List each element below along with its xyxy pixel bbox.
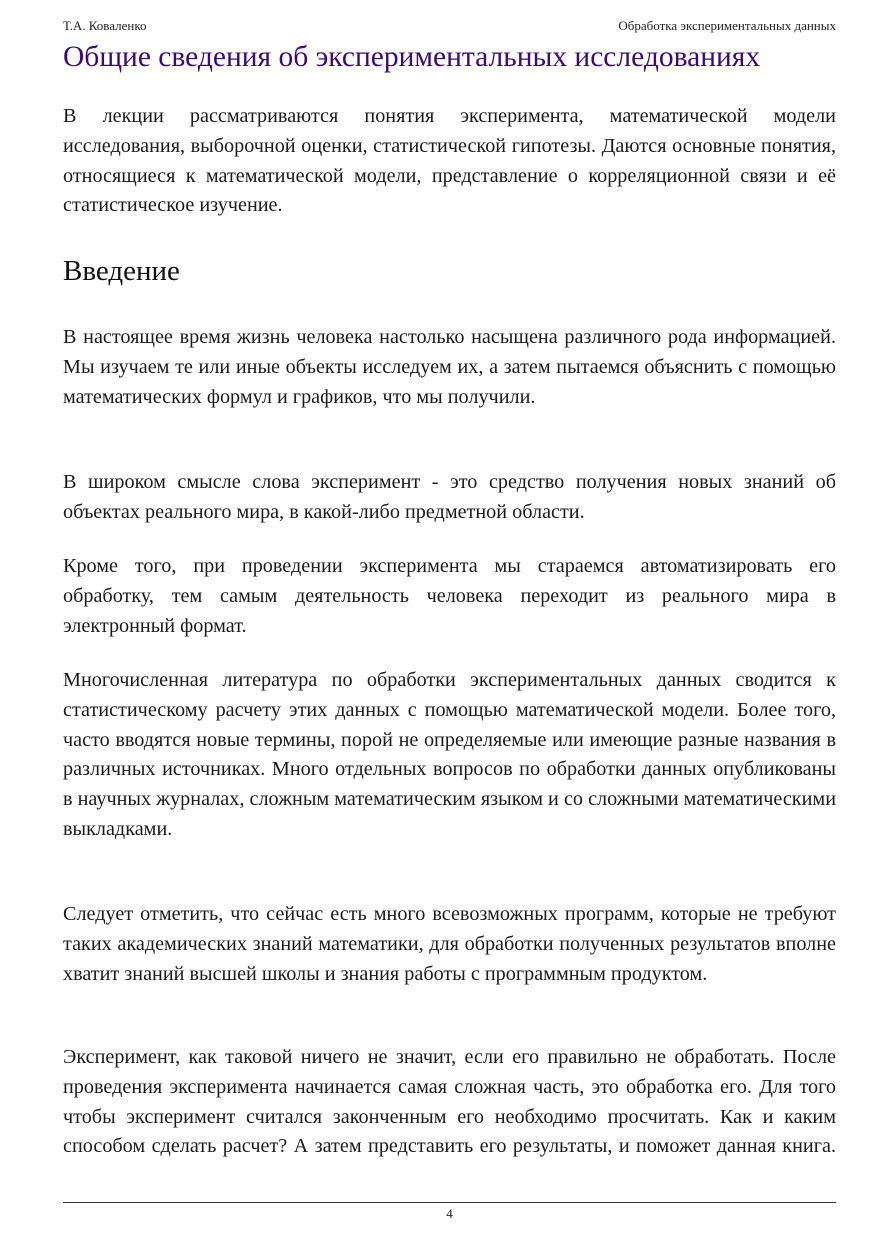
paragraph-4: Многочисленная литература по обработки экспериментальных данных сводится к статистическому расчету этих данных с помощью математической модели. Более того, часто вводятся новые термины, порой не определяемые или имеющие разные названия в различных источниках. Много отдельных вопросов по обработки данных опубликованы в научных журналах, сложным математическим языком и со сложными математическими выкладками. [63,669,836,840]
page-number: 4 [446,1206,453,1221]
footer-rule [63,1202,836,1203]
paragraph-2: В широком смысле слова эксперимент - это средство получения новых знаний об объектах реального мира, в какой-либо предметной области. [63,471,836,523]
paragraph-3: Кроме того, при проведении эксперимента мы стараемся автоматизировать его обработку, тем самым деятельность человека переходит из реального мира в электронный формат. [63,555,836,637]
paragraph-6: Эксперимент, как таковой ничего не значит, если его правильно не обработать. После проведения эксперимента начинается самая сложная часть, это обработка его. Для того чтобы эксперимент считался законченным его необходимо просчитать. Как и каким способом сделать расчет? А затем представить его результаты, и поможет данная книга. [63,1046,836,1158]
paragraph-1: В настоящее время жизнь человека настолько насыщена различного рода информацией. Мы изучаем те или иные объекты исследуем их, а затем пытаемся объяснить с помощью математических формул и графиков, что мы получили. [63,326,836,408]
chapter-title: Общие сведения об экспериментальных исследованиях [63,41,761,73]
chapter-abstract: В лекции рассматриваются понятия эксперимента, математической модели исследования, выборочной оценки, статистической гипотезы. Даются основные понятия, относящиеся к математической модели, представление о корреляционной связи и её статистическое изучение. [63,105,836,217]
paragraph-5: Следует отметить, что сейчас есть много всевозможных программ, которые не требуют таких академических знаний математики, для обработки полученных результатов вполне хватит знаний высшей школы и знания работы с программным продуктом. [63,903,836,985]
document-page [63,0,836,1241]
header-author: Т.А. Коваленко [63,18,147,33]
header-book-title: Обработка экспериментальных данных [618,18,836,33]
section-title: Введение [63,255,180,287]
running-header [63,17,836,35]
